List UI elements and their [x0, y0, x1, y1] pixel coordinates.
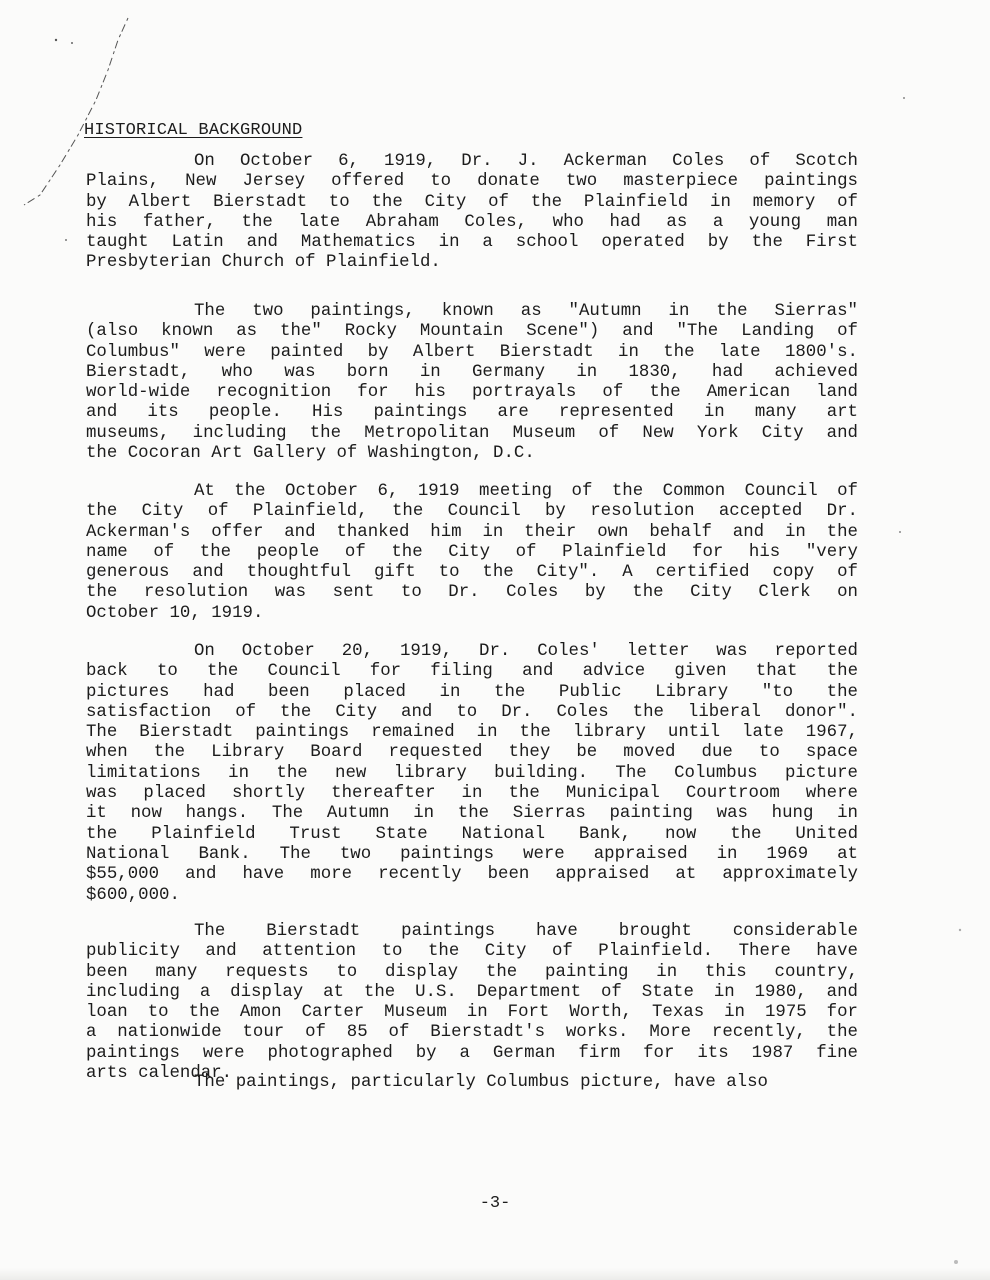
text-line: when the Library Board requested they be moved due to space	[86, 743, 858, 763]
text-line: the City of Plainfield, the Council by resolution accepted Dr.	[86, 502, 858, 522]
text-line: pictures had been placed in the Public Library "to the	[86, 682, 858, 702]
text-line: The Bierstadt paintings have brought considerable	[194, 922, 858, 941]
section-heading: HISTORICAL BACKGROUND	[84, 121, 303, 140]
text-line: Columbus" were painted by Albert Bierstadt in the late 1800's.	[86, 342, 858, 362]
text-line: world-wide recognition for his portrayals of the American land	[86, 383, 858, 403]
scan-bottom-edge	[0, 1268, 990, 1280]
text-line: $55,000 and have more recently been appraised at approximately	[86, 865, 858, 885]
text-line: was placed shortly thereafter in the Municipal Courtroom where	[86, 784, 858, 804]
text-line: October 10, 1919.	[86, 603, 264, 623]
text-line: The two paintings, known as "Autumn in the Sierras"	[194, 302, 858, 321]
text-line: satisfaction of the City and to Dr. Coles the liberal donor".	[86, 702, 858, 722]
text-line: the resolution was sent to Dr. Coles by the City Clerk on	[86, 583, 858, 603]
text-line: name of the people of the City of Plainfield for his "very	[86, 542, 858, 562]
paragraph-6	[86, 1073, 858, 1093]
text-line: taught Latin and Mathematics in a school operated by the First	[86, 233, 858, 253]
text-line: paintings were photographed by a German firm for its 1987 fine	[86, 1043, 858, 1063]
page-number: -3-	[479, 1194, 511, 1213]
text-line: On October 6, 1919, Dr. J. Ackerman Coles of Scotch	[194, 152, 858, 171]
text-line: Plains, New Jersey offered to donate two masterpiece paintings	[86, 172, 858, 192]
text-line: Presbyterian Church of Plainfield.	[86, 253, 441, 273]
text-line: been many requests to display the painting in this country,	[86, 962, 858, 982]
text-line: $600,000.	[86, 885, 180, 905]
text-line: arts calendar.	[86, 1064, 233, 1084]
text-line: The Bierstadt paintings remained in the library until late 1967,	[86, 723, 858, 743]
paragraph-5	[86, 922, 858, 1084]
text-line: Bierstadt, who was born in Germany in 1830, had achieved	[86, 362, 858, 382]
text-line: National Bank. The two paintings were appraised in 1969 at	[86, 844, 858, 864]
paragraph-4	[86, 642, 858, 906]
text-line: a nationwide tour of 85 of Bierstadt's works. More recently, the	[86, 1023, 858, 1043]
text-line: loan to the Amon Carter Museum in Fort Worth, Texas in 1975 for	[86, 1003, 858, 1023]
text-line: the Cocoran Art Gallery of Washington, D.C.	[86, 444, 535, 464]
text-line: and its people. His paintings are represented in many art	[86, 403, 858, 423]
text-line: it now hangs. The Autumn in the Sierras painting was hung in	[86, 804, 858, 824]
text-line: publicity and attention to the City of Plainfield. There have	[86, 942, 858, 962]
text-line: (also known as the" Rocky Mountain Scene") and "The Landing of	[86, 322, 858, 342]
text-line: back to the Council for filing and advice given that the	[86, 662, 858, 682]
text-line: On October 20, 1919, Dr. Coles' letter was reported	[194, 642, 858, 661]
paragraph-3	[86, 482, 858, 624]
text-line: his father, the late Abraham Coles, who had as a young man	[86, 212, 858, 232]
text-line: including a display at the U.S. Department of State in 1980, and	[86, 982, 858, 1002]
text-line: Ackerman's offer and thanked him in their own behalf and in the	[86, 522, 858, 542]
text-line: The paintings, particularly Columbus picture, have also	[194, 1073, 768, 1092]
paragraph-1	[86, 152, 858, 274]
text-line: generous and thoughtful gift to the City". A certified copy of	[86, 563, 858, 583]
text-line: museums, including the Metropolitan Museum of New York City and	[86, 423, 858, 443]
text-line: the Plainfield Trust State National Bank, now the United	[86, 824, 858, 844]
text-line: At the October 6, 1919 meeting of the Common Council of	[194, 482, 858, 501]
text-line: by Albert Bierstadt to the City of the Plainfield in memory of	[86, 192, 858, 212]
paragraph-2	[86, 302, 858, 464]
text-line: limitations in the new library building. The Columbus picture	[86, 763, 858, 783]
